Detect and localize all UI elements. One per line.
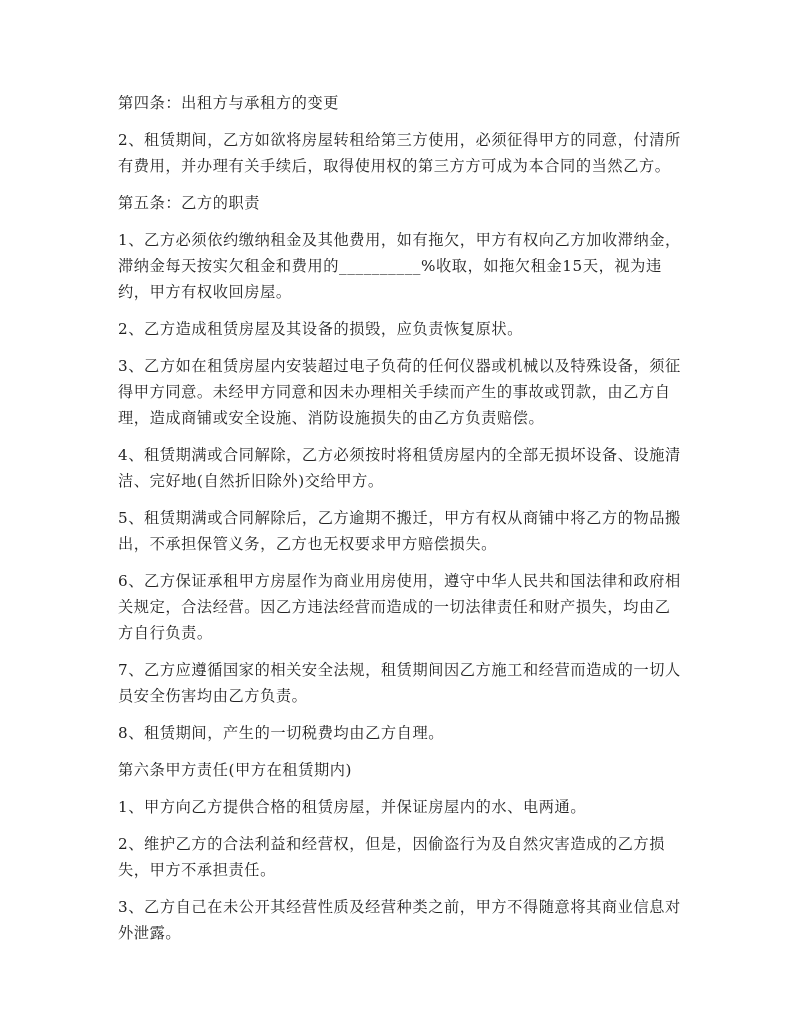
- section-heading-article-4: 第四条：出租方与承租方的变更: [118, 94, 340, 112]
- clause-paragraph: 2、租赁期间，乙方如欲将房屋转租给第三方使用，必须征得甲方的同意，付清所有费用，并办理有关手续后，取得使用权的第三方方可成为本合同的当然乙方。: [118, 131, 681, 175]
- section-heading-article-6: 第六条甲方责任(甲方在租赁期内): [118, 761, 353, 779]
- clause-paragraph: 1、乙方必须依约缴纳租金及其他费用，如有拖欠，甲方有权向乙方加收滞纳金，滞纳金每天按实欠租金和费用的__________%收取，如拖欠租金15天，视为违约，甲方有权收回房屋。: [118, 231, 681, 301]
- clause-paragraph: 7、乙方应遵循国家的相关安全法规，租赁期间因乙方施工和经营而造成的一切人员安全伤害均由乙方负责。: [118, 661, 681, 705]
- clause-paragraph: 8、租赁期间，产生的一切税费均由乙方自理。: [118, 724, 445, 742]
- clause-paragraph: 4、租赁期满或合同解除，乙方必须按时将租赁房屋内的全部无损坏设备、设施清洁、完好地(自然折旧除外)交给甲方。: [118, 446, 681, 490]
- clause-paragraph: 2、乙方造成租赁房屋及其设备的损毁，应负责恢复原状。: [118, 320, 523, 338]
- clause-paragraph: 3、乙方自己在未公开其经营性质及经营种类之前，甲方不得随意将其商业信息对外泄露。: [118, 898, 681, 942]
- clause-paragraph: 6、乙方保证承租甲方房屋作为商业用房使用，遵守中华人民共和国法律和政府相关规定，合法经营。因乙方违法经营而造成的一切法律责任和财产损失，均由乙方自行负责。: [118, 572, 681, 642]
- clause-paragraph: 1、甲方向乙方提供合格的租赁房屋，并保证房屋内的水、电两通。: [118, 798, 587, 816]
- clause-paragraph: 3、乙方如在租赁房屋内安装超过电子负荷的任何仪器或机械以及特殊设备，须征得甲方同意。未经甲方同意和因未办理相关手续而产生的事故或罚款，由乙方自理，造成商铺或安全设施、消防设施损失的由乙方负责赔偿。: [118, 357, 681, 427]
- clause-paragraph: 5、租赁期满或合同解除后，乙方逾期不搬迁，甲方有权从商铺中将乙方的物品搬出，不承担保管义务，乙方也无权要求甲方赔偿损失。: [118, 509, 681, 553]
- document-body: [118, 90, 684, 957]
- section-heading-article-5: 第五条：乙方的职责: [118, 194, 261, 212]
- clause-paragraph: 2、维护乙方的合法利益和经营权，但是，因偷盗行为及自然灾害造成的乙方损失，甲方不承担责任。: [118, 835, 666, 879]
